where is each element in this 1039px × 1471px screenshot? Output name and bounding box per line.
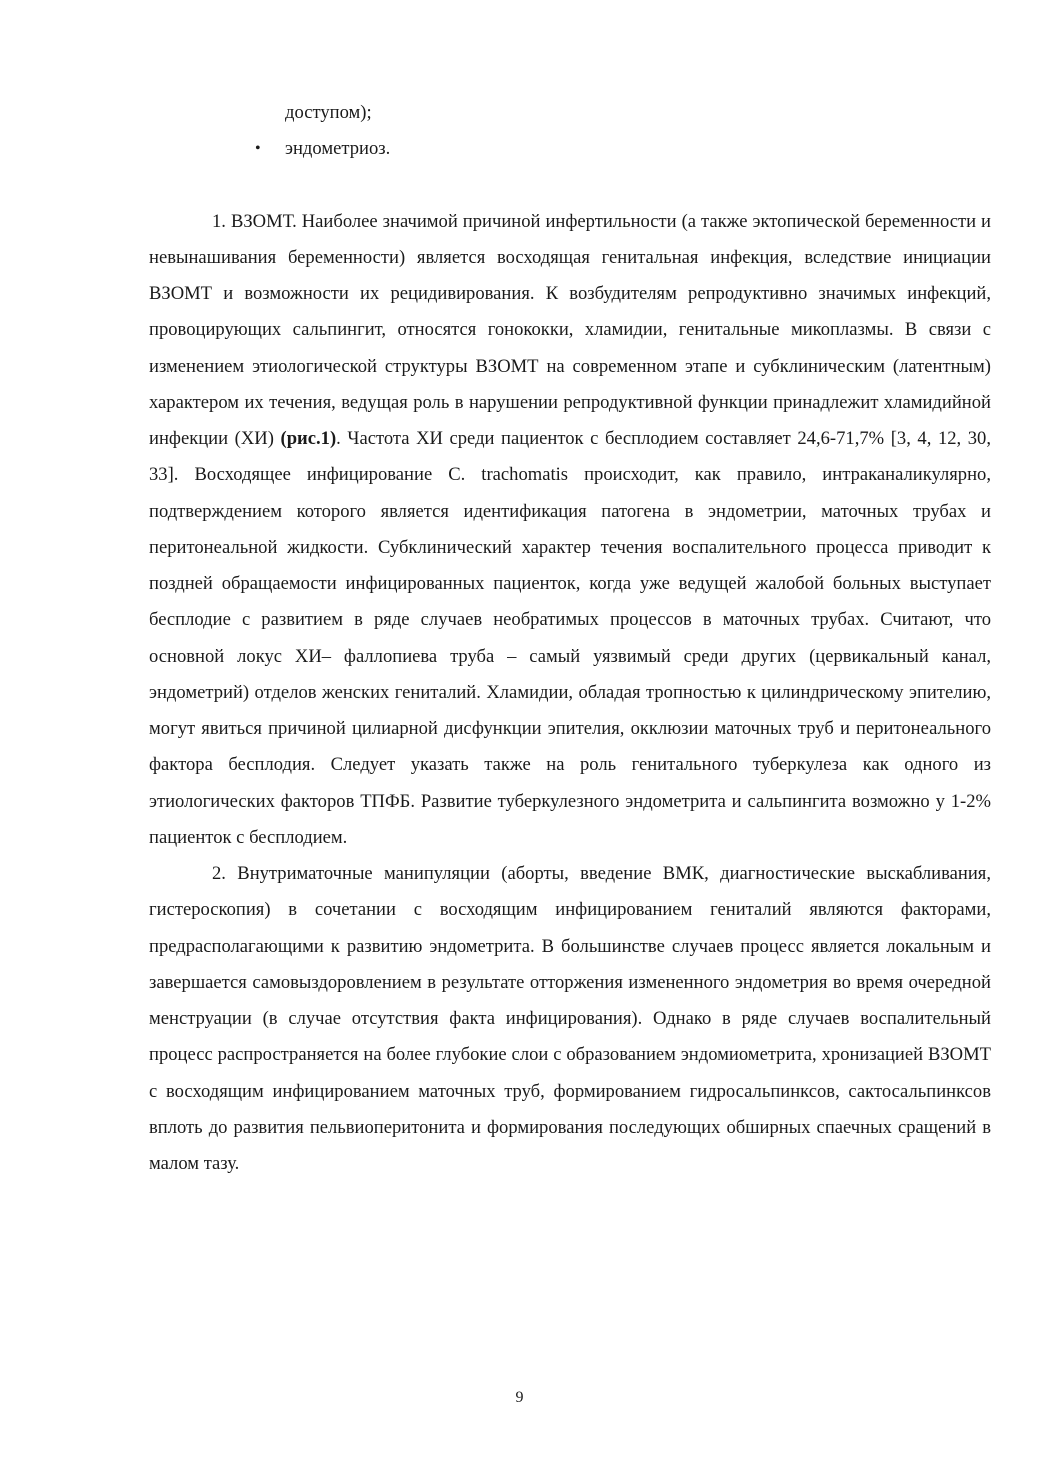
paragraph-1-part-b: . Частота ХИ среди пациенток с бесплодием составляет 24,6-71,7% [3, 4, 12, 30, 33]. Восходящее инфицирование C. trachomatis происходит, как правило, интраканаликулярно, подтверждением которого является идентификация патогена в эндометрии, маточных трубах и перитонеальной жидкости. Субклинический характер течения воспалительного процесса приводит к поздней обращаемости инфицированных пациенток, когда уже ведущей жалобой больных выступает бесплодие с развитием в ряде случаев необратимых процессов в маточных трубах. Считают, что основной локус ХИ– фаллопиева труба – самый уязвимый среди других (цервикальный канал, эндометрий) отделов женских гениталий. Хламидии, обладая тропностью к цилиндрическому эпителию, могут явиться причиной цилиарной дисфункции эпителия, окклюзии маточных труб и перитонеального фактора бесплодия. Следует указать также на роль генитального туберкулеза как одного из этиологических факторов ТПФБ. Развитие туберкулезного эндометрита и сальпингита возможно у 1-2% пациенток с бесплодием. <box>149 428 992 848</box>
page-body <box>149 95 991 1182</box>
list-continuation: доступом); <box>285 102 372 123</box>
list-item <box>149 131 991 167</box>
paragraph-2: 2. Внутриматочные манипуляции (аборты, введение ВМК, диагностические выскабливания, гистероскопия) в сочетании с восходящим инфицированием гениталий являются факторами, предрасполагающими к развитию эндометрита. В большинстве случаев процесс является локальным и завершается самовыздоровлением в результате отторжения измененного эндометрия во время очередной менструации (в случае отсутствия факта инфицирования). Однако в ряде случаев воспалительный процесс распространяется на более глубокие слои с образованием эндомиометрита, хронизацией ВЗОМТ с восходящим инфицированием маточных труб, формированием гидросальпинксов, сактосальпинксов вплоть до развития пельвиоперитонита и формирования последующих обширных спаечных сращений в малом тазу. <box>149 863 991 1174</box>
paragraph-1-part-a: 1. ВЗОМТ. Наиболее значимой причиной инфертильности (а также эктопической беременности и невынашивания беременности) является восходящая генитальная инфекция, вследствие инициации ВЗОМТ и возможности их рецидивирования. К возбудителям репродуктивно значимых инфекций, провоцирующих сальпингит, относятся гонококки, хламидии, генитальные микоплазмы. В связи с изменением этиологической структуры ВЗОМТ на современном этапе и субклиническим (латентным) характером их течения, ведущая роль в нарушении репродуктивной функции принадлежит хламидийной инфекции (ХИ) <box>149 210 991 449</box>
paragraph-1 <box>149 204 991 857</box>
figure-reference: (рис.1) <box>280 428 337 449</box>
paragraph-gap <box>149 168 991 204</box>
list-item-text: эндометриоз. <box>285 138 391 160</box>
bullet-icon: • <box>255 140 261 158</box>
page-number: 9 <box>515 1389 524 1406</box>
